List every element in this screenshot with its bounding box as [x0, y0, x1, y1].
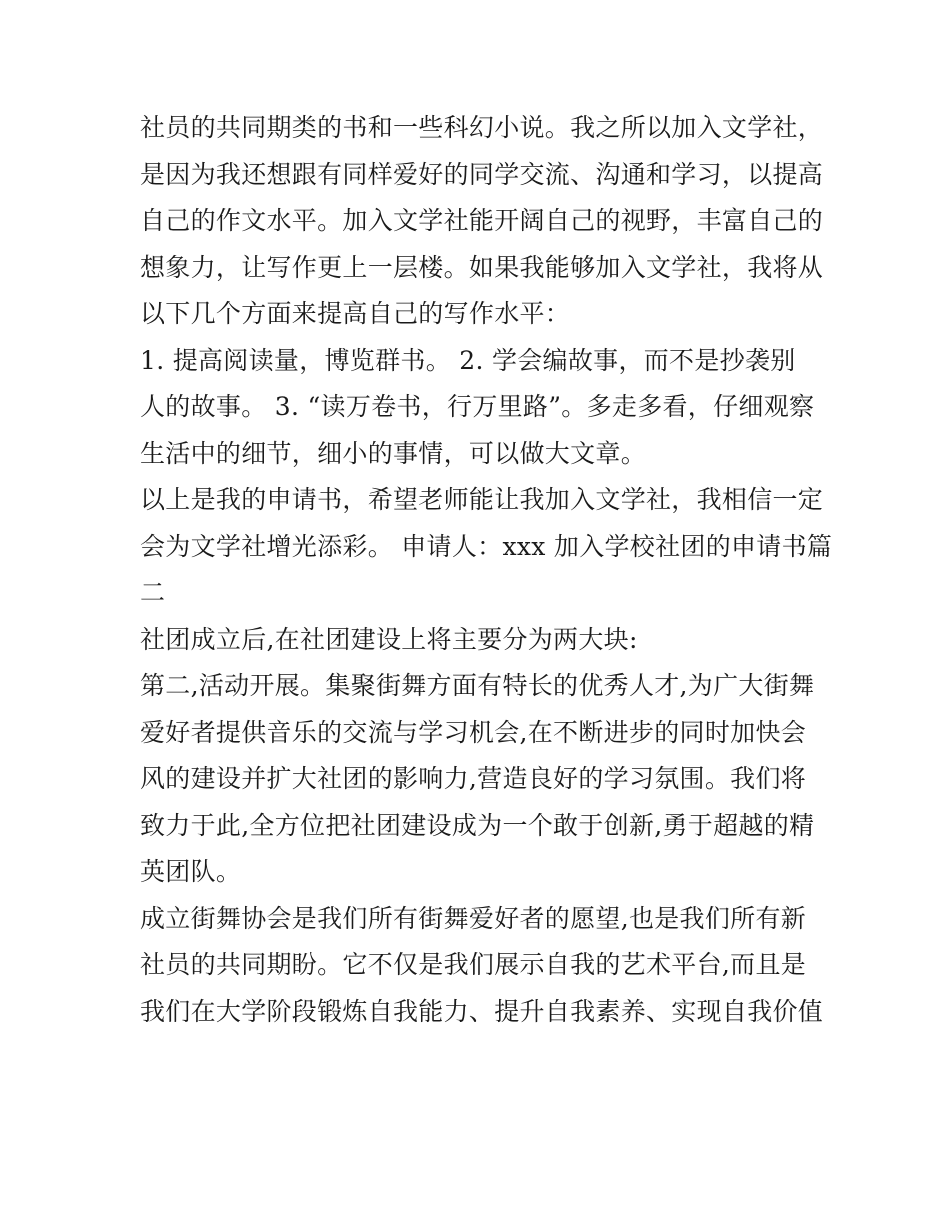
text-line: 风的建设并扩大社团的影响力,营造良好的学习氛围。我们将 [140, 764, 807, 793]
text-line: 生活中的细节，细小的事情，可以做大文章。 [140, 438, 647, 468]
text-line: 二 [140, 578, 166, 607]
text-line: 我们在大学阶段锻炼自我能力、提升自我素养、实现自我价值 [140, 996, 824, 1026]
text-line: 以下几个方面来提高自己的写作水平： [140, 299, 571, 328]
text-line: 社团成立后,在社团建设上将主要分为两大块: [140, 624, 638, 654]
text-line: 英团队。 [140, 857, 242, 886]
text-line: 1. 提高阅读量，博览群书。 2. 学会编故事，而不是抄袭别 [140, 345, 796, 375]
text-line: 爱好者提供音乐的交流与学习机会,在不断进步的同时加快会 [140, 717, 807, 747]
text-line: 人的故事。 3. “读万卷书，行万里路”。多走多看，仔细观察 [140, 392, 815, 421]
text-line: 第二,活动开展。集聚街舞方面有特长的优秀人才,为广大街舞 [140, 671, 815, 700]
text-line: 想象力，让写作更上一层楼。如果我能够加入文学社，我将从 [140, 252, 824, 282]
text-line: 会为文学社增光添彩。 申请人：xxx 加入学校社团的申请书篇 [140, 531, 833, 561]
text-line: 社员的共同期盼。它不仅是我们展示自我的艺术平台,而且是 [140, 950, 807, 979]
body-text [140, 105, 833, 1035]
text-line: 自己的作文水平。加入文学社能开阔自己的视野，丰富自己的 [140, 206, 824, 235]
text-line: 成立街舞协会是我们所有街舞爱好者的愿望,也是我们所有新 [140, 903, 807, 933]
text-line: 是因为我还想跟有同样爱好的同学交流、沟通和学习，以提高 [140, 159, 824, 189]
text-line: 以上是我的申请书，希望老师能让我加入文学社，我相信一定 [140, 485, 824, 514]
text-line: 致力于此,全方位把社团建设成为一个敢于创新,勇于超越的精 [140, 810, 815, 840]
text-line: 社员的共同期类的书和一些科幻小说。我之所以加入文学社， [140, 113, 824, 142]
